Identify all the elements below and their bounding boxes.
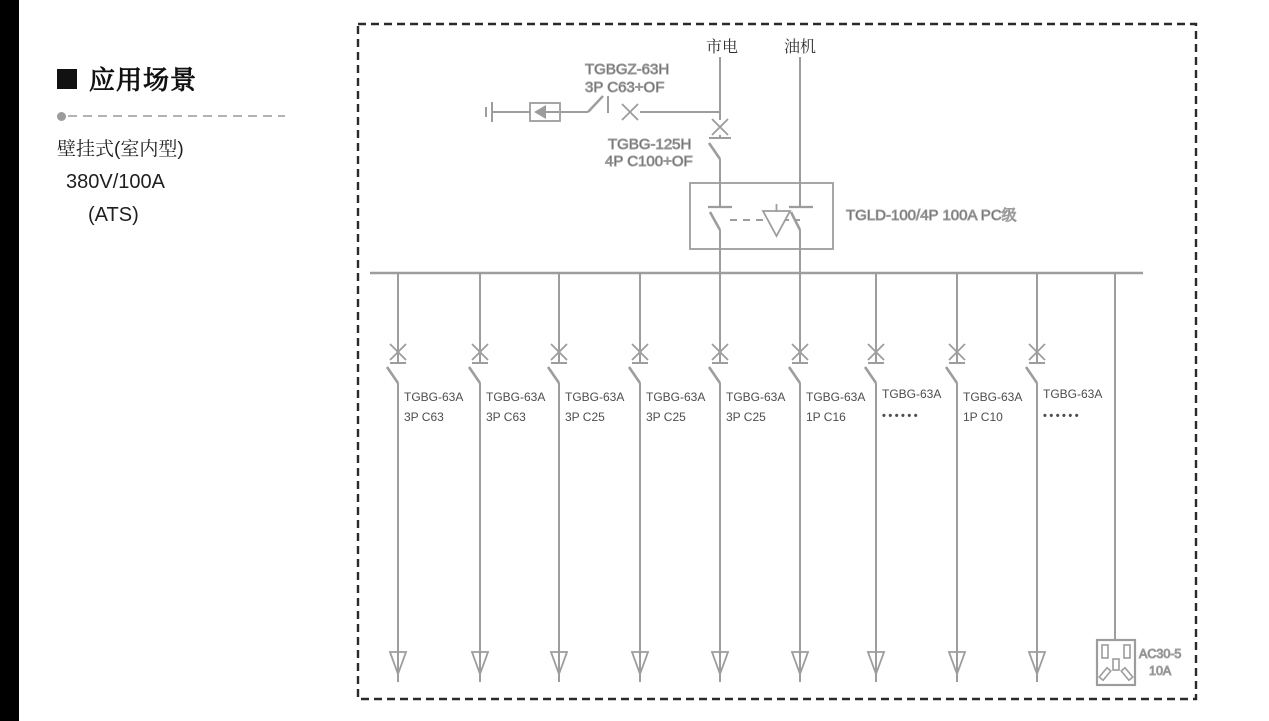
socket-branch: [1097, 273, 1181, 685]
main-breaker-model-label: TGBG-125H: [608, 136, 692, 153]
main-breaker: [605, 119, 731, 207]
branch-feeders: [387, 274, 1102, 682]
socket-icon: [1097, 640, 1135, 685]
spd-branch: [486, 61, 720, 122]
ats-text: (ATS): [88, 204, 139, 226]
mains-source: [706, 38, 738, 120]
branch-2-model: TGBG-63A: [486, 390, 546, 404]
mains-label: 市电: [705, 39, 739, 56]
enclosure-dashed-border: [358, 24, 1196, 699]
branch-7-symbol: [865, 274, 884, 682]
ats-mechanism-triangle-icon: [763, 211, 790, 236]
branch-7-model: TGBG-63A: [882, 387, 942, 401]
ats-switch: [690, 183, 1017, 273]
branch-4-model: TGBG-63A: [646, 390, 706, 404]
socket-model-label: AC30-5: [1139, 647, 1182, 661]
branch-3-symbol: [548, 274, 567, 682]
branch-4-spec: 3P C25: [646, 410, 686, 424]
branch-9-symbol: [1026, 274, 1045, 682]
branch-6-model: TGBG-63A: [806, 390, 866, 404]
socket-rating-label: 10A: [1149, 664, 1172, 678]
generator-label: 油机: [783, 39, 817, 56]
branch-2-symbol: [469, 274, 488, 682]
branch-9-model: TGBG-63A: [1043, 387, 1103, 401]
rating-text: 380V/100A: [66, 171, 165, 193]
branch-2-spec: 3P C63: [486, 410, 526, 424]
branch-5-spec: 3P C25: [726, 410, 766, 424]
mount-type-text: 壁挂式(室内型): [57, 139, 184, 160]
branch-1-model: TGBG-63A: [404, 390, 464, 404]
branch-5-model: TGBG-63A: [726, 390, 786, 404]
main-breaker-blade: [709, 143, 720, 159]
branch-1-spec: 3P C63: [404, 410, 444, 424]
ats-left-blade: [710, 212, 720, 230]
branch-8-symbol: [946, 274, 965, 682]
branch-7-spec: ••••••: [882, 410, 921, 422]
branch-6-symbol: [789, 274, 808, 682]
branch-9-spec: ••••••: [1043, 410, 1082, 422]
branch-1-symbol: [387, 274, 406, 682]
ats-model-label: TGLD-100/4P 100A PC级: [846, 207, 1017, 224]
spd-breaker-blade: [588, 96, 603, 112]
main-breaker-spec-label: 4P C100+OF: [605, 153, 693, 170]
branch-8-spec: 1P C10: [963, 410, 1003, 424]
section-title: 应用场景: [89, 65, 198, 95]
branch-3-spec: 3P C25: [565, 410, 605, 424]
branch-8-model: TGBG-63A: [963, 390, 1023, 404]
branch-3-model: TGBG-63A: [565, 390, 625, 404]
branch-4-symbol: [629, 274, 648, 682]
generator-source: [784, 38, 816, 207]
spd-model-label: TGBGZ-63H: [585, 61, 670, 78]
spd-spec-label: 3P C63+OF: [585, 79, 665, 96]
branch-5-symbol: [709, 274, 728, 682]
branch-6-spec: 1P C16: [806, 410, 846, 424]
